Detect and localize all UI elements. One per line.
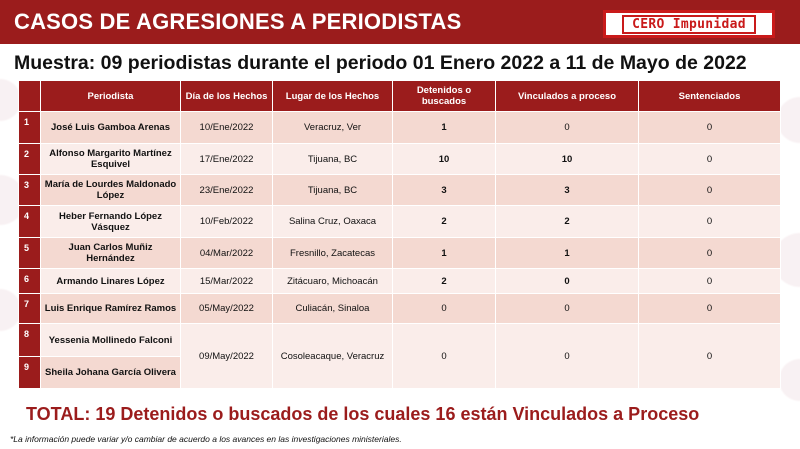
table-row bbox=[19, 144, 781, 175]
header-periodista: Periodista bbox=[41, 81, 181, 112]
event-place: Tijuana, BC bbox=[273, 175, 393, 206]
header-fecha: Día de los Hechos bbox=[181, 81, 273, 112]
event-date: 17/Ene/2022 bbox=[181, 144, 273, 175]
event-date: 23/Ene/2022 bbox=[181, 175, 273, 206]
journalist-name: Sheila Johana García Olivera bbox=[41, 357, 181, 389]
journalist-name: Heber Fernando López Vásquez bbox=[41, 206, 181, 238]
row-number: 9 bbox=[19, 357, 41, 389]
sentenced-count: 0 bbox=[639, 294, 781, 324]
header-lugar: Lugar de los Hechos bbox=[273, 81, 393, 112]
event-date: 05/May/2022 bbox=[181, 294, 273, 324]
journalist-name: Yessenia Mollinedo Falconi bbox=[41, 324, 181, 357]
row-number: 5 bbox=[19, 238, 41, 269]
event-place: Fresnillo, Zacatecas bbox=[273, 238, 393, 269]
event-place: Salina Cruz, Oaxaca bbox=[273, 206, 393, 238]
event-date: 04/Mar/2022 bbox=[181, 238, 273, 269]
header-detenidos: Detenidos o buscados bbox=[393, 81, 496, 112]
header-vinculados: Vinculados a proceso bbox=[496, 81, 639, 112]
linked-count: 1 bbox=[496, 238, 639, 269]
row-number: 8 bbox=[19, 324, 41, 357]
event-date: 15/Mar/2022 bbox=[181, 269, 273, 294]
cero-impunidad-logo bbox=[603, 10, 775, 38]
table-row bbox=[19, 112, 781, 144]
table-header-row bbox=[19, 81, 781, 112]
event-place: Veracruz, Ver bbox=[273, 112, 393, 144]
journalist-name: María de Lourdes Maldonado López bbox=[41, 175, 181, 206]
journalist-name: Alfonso Margarito Martínez Esquivel bbox=[41, 144, 181, 175]
detained-count: 3 bbox=[393, 175, 496, 206]
event-date: 10/Ene/2022 bbox=[181, 112, 273, 144]
event-place: Culiacán, Sinaloa bbox=[273, 294, 393, 324]
detained-count: 2 bbox=[393, 206, 496, 238]
detained-count: 0 bbox=[393, 324, 496, 389]
sentenced-count: 0 bbox=[639, 175, 781, 206]
sentenced-count: 0 bbox=[639, 324, 781, 389]
detained-count: 1 bbox=[393, 238, 496, 269]
table-row bbox=[19, 294, 781, 324]
linked-count: 0 bbox=[496, 294, 639, 324]
detained-count: 2 bbox=[393, 269, 496, 294]
linked-count: 0 bbox=[496, 112, 639, 144]
row-number: 2 bbox=[19, 144, 41, 175]
header-number bbox=[19, 81, 41, 112]
total-summary: TOTAL: 19 Detenidos o buscados de los cuales 16 están Vinculados a Proceso bbox=[26, 404, 700, 424]
table-row bbox=[19, 324, 781, 357]
detained-count: 10 bbox=[393, 144, 496, 175]
linked-count: 0 bbox=[496, 269, 639, 294]
table-row bbox=[19, 238, 781, 269]
subtitle: Muestra: 09 periodistas durante el periodo 01 Enero 2022 a 11 de Mayo de 2022 bbox=[14, 52, 747, 74]
table-row bbox=[19, 206, 781, 238]
sentenced-count: 0 bbox=[639, 238, 781, 269]
logo-text: CERO Impunidad bbox=[622, 15, 756, 34]
journalist-name: Armando Linares López bbox=[41, 269, 181, 294]
event-date: 09/May/2022 bbox=[181, 324, 273, 389]
event-date: 10/Feb/2022 bbox=[181, 206, 273, 238]
journalist-name: José Luis Gamboa Arenas bbox=[41, 112, 181, 144]
journalist-name: Luis Enrique Ramírez Ramos bbox=[41, 294, 181, 324]
linked-count: 3 bbox=[496, 175, 639, 206]
row-number: 4 bbox=[19, 206, 41, 238]
row-number: 6 bbox=[19, 269, 41, 294]
cases-table bbox=[18, 80, 781, 389]
table-row bbox=[19, 175, 781, 206]
page-title: CASOS DE AGRESIONES A PERIODISTAS bbox=[14, 9, 462, 34]
header-sentenciados: Sentenciados bbox=[639, 81, 781, 112]
table-row bbox=[19, 269, 781, 294]
detained-count: 0 bbox=[393, 294, 496, 324]
linked-count: 0 bbox=[496, 324, 639, 389]
sentenced-count: 0 bbox=[639, 112, 781, 144]
sentenced-count: 0 bbox=[639, 269, 781, 294]
footnote: *La información puede variar y/o cambiar de acuerdo a los avances en las investigaciones ministeriales. bbox=[10, 434, 402, 444]
sentenced-count: 0 bbox=[639, 144, 781, 175]
row-number: 7 bbox=[19, 294, 41, 324]
event-place: Cosoleacaque, Veracruz bbox=[273, 324, 393, 389]
row-number: 3 bbox=[19, 175, 41, 206]
linked-count: 2 bbox=[496, 206, 639, 238]
event-place: Tijuana, BC bbox=[273, 144, 393, 175]
detained-count: 1 bbox=[393, 112, 496, 144]
sentenced-count: 0 bbox=[639, 206, 781, 238]
linked-count: 10 bbox=[496, 144, 639, 175]
row-number: 1 bbox=[19, 112, 41, 144]
event-place: Zitácuaro, Michoacán bbox=[273, 269, 393, 294]
journalist-name: Juan Carlos Muñiz Hernández bbox=[41, 238, 181, 269]
